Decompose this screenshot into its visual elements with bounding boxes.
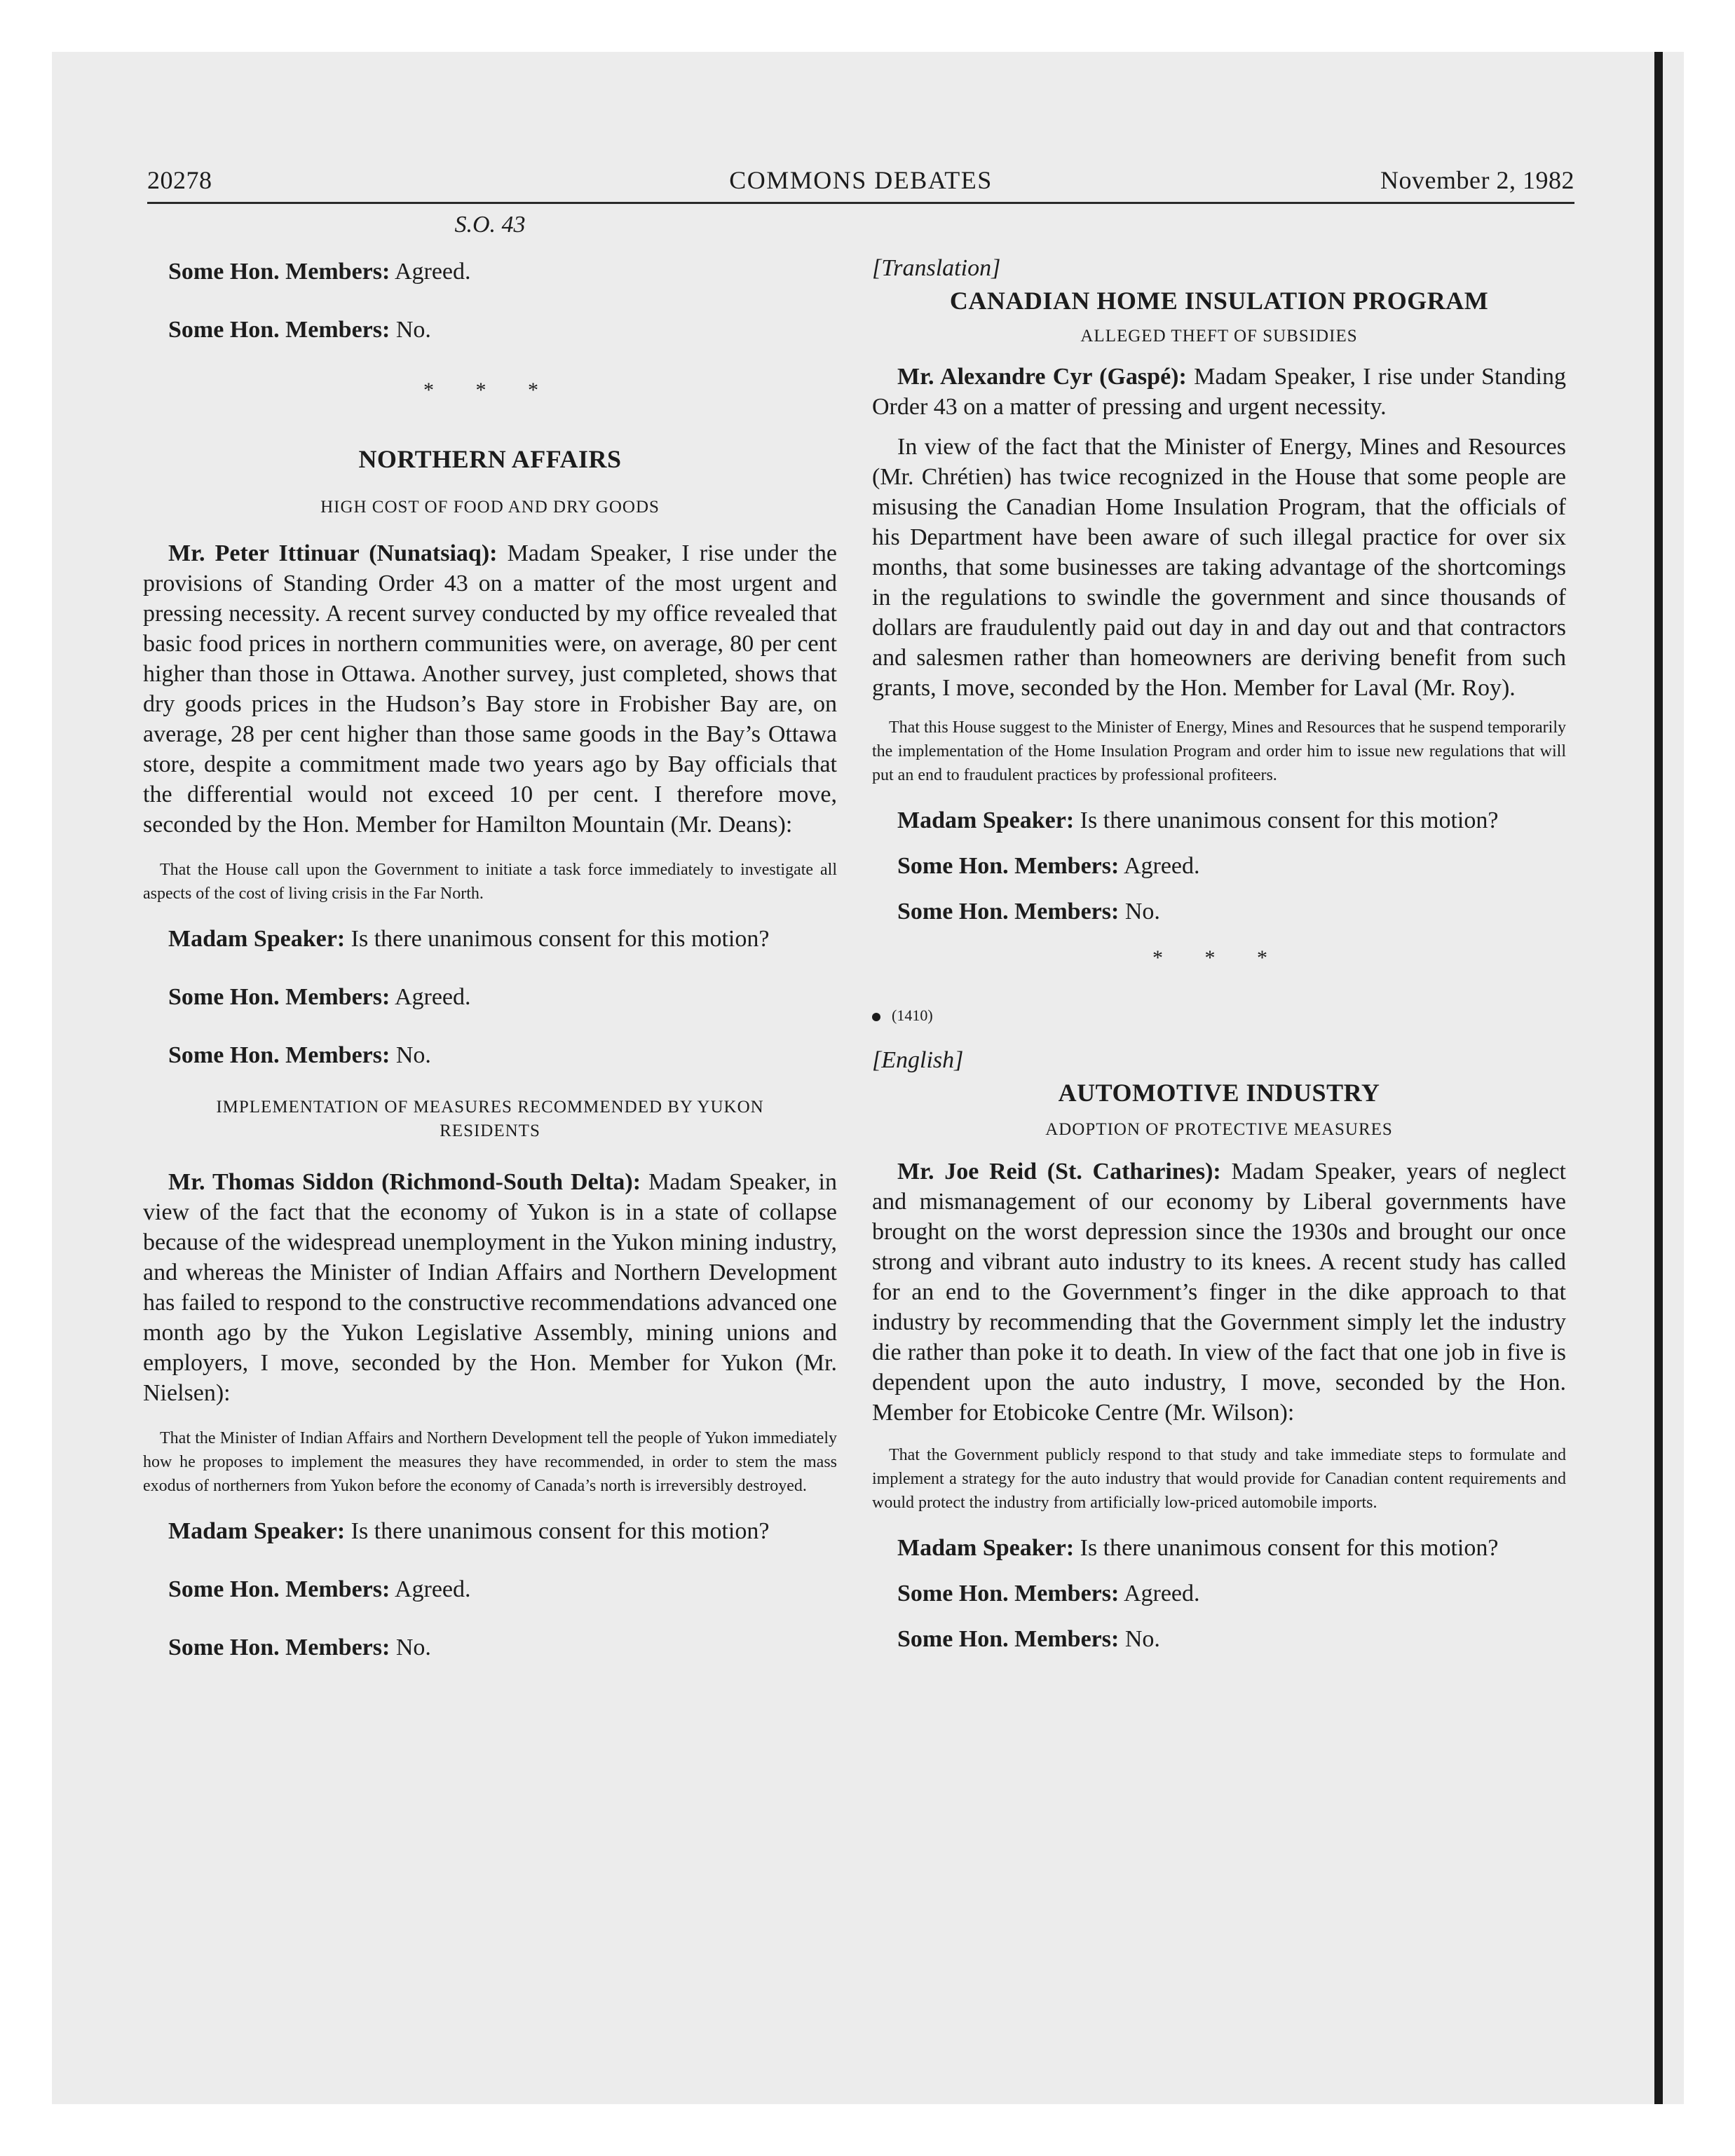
speaker-name: Some Hon. Members:: [897, 853, 1120, 879]
bullet-icon: [872, 1013, 880, 1021]
speech-text: Is there unanimous consent for this motion?: [345, 926, 770, 952]
speech-text: No.: [390, 317, 431, 343]
speech-text: Agreed.: [390, 1576, 471, 1602]
exchange-line: [872, 851, 1566, 881]
speech-text: No.: [390, 1042, 431, 1068]
speaker-name: Mr. Alexandre Cyr (Gaspé):: [897, 364, 1187, 390]
speech-text: No.: [390, 1635, 431, 1660]
exchange-line: [143, 257, 837, 287]
topic-title: AUTOMOTIVE INDUSTRY: [1058, 1079, 1380, 1107]
speaker-name: Madam Speaker:: [897, 807, 1075, 833]
speech-paragraph: [143, 1516, 837, 1546]
speaker-name: Some Hon. Members:: [897, 899, 1120, 925]
topic-subtitle: IMPLEMENTATION OF MEASURES RECOMMENDED BY YUKON RESIDENTS: [216, 1098, 764, 1140]
left-column: [143, 210, 837, 1663]
speaker-name: Madam Speaker:: [168, 1518, 346, 1544]
time-marker-text: (1410): [892, 1007, 933, 1024]
speaker-name: Mr. Joe Reid (St. Catharines):: [897, 1159, 1221, 1185]
topic-subtitle: HIGH COST OF FOOD AND DRY GOODS: [320, 498, 660, 517]
speaker-name: Some Hon. Members:: [168, 259, 390, 285]
exchange-line: [872, 1624, 1566, 1654]
speaker-name: Some Hon. Members:: [897, 1581, 1120, 1606]
speech-text: Agreed.: [1119, 1581, 1200, 1606]
speech-text: Is there unanimous consent for this motion?: [1074, 1535, 1499, 1561]
speaker-name: Some Hon. Members:: [168, 984, 390, 1010]
speech-paragraph: In view of the fact that the Minister of Energy, Mines and Resources (Mr. Chrétien) has twice recognized in the House that some people are misusing the Canadian Home Insulation Program, that the officials of his Department have been aware of such illegal practice for over six months, that some businesses are taking advantage of the shortcomings in the regulations to swindle the government and since thousands of dollars are fraudulently paid out day in and day out and that contractors and salesmen rather than homeowners are deriving benefit from such grants, I move, seconded by the Hon. Member for Laval (Mr. Roy).: [872, 434, 1566, 701]
speech-text: Agreed.: [1119, 853, 1200, 879]
speaker-name: Some Hon. Members:: [168, 317, 390, 343]
speech-paragraph: [872, 1533, 1566, 1563]
publication-date: November 2, 1982: [1380, 166, 1574, 194]
page-number: 20278: [147, 166, 212, 194]
speaker-name: Some Hon. Members:: [168, 1042, 390, 1068]
exchange-line: [143, 315, 837, 345]
speaker-name: Some Hon. Members:: [168, 1635, 390, 1660]
speech-paragraph: [872, 362, 1566, 422]
topic-subtitle: ADOPTION OF PROTECTIVE MEASURES: [1045, 1120, 1393, 1139]
topic-subtitle: ALLEGED THEFT OF SUBSIDIES: [1080, 327, 1358, 346]
speech-text: Agreed.: [390, 984, 471, 1010]
right-column: [872, 210, 1566, 1654]
publication-title: COMMONS DEBATES: [729, 166, 993, 194]
speaker-name: Mr. Peter Ittinuar (Nunatsiaq):: [168, 540, 498, 566]
speech-text: Is there unanimous consent for this motion?: [1074, 807, 1499, 833]
motion-text: That the House call upon the Government to initiate a task force immediately to investigate all aspects of the cost of living crisis in the Far North.: [143, 861, 837, 903]
speaker-name: Mr. Thomas Siddon (Richmond-South Delta):: [168, 1169, 641, 1195]
page-header: [147, 165, 1574, 204]
motion-text: That the Government publicly respond to that study and take immediate steps to formulate and implement a strategy for the auto industry that would provide for Canadian content requirements and would protect the industry from artificially low-priced automobile imports.: [872, 1446, 1566, 1512]
speech-text: Madam Speaker, in view of the fact that the economy of Yukon is in a state of collapse because of the widespread unemployment in the Yukon mining industry, and whereas the Minister of Indian Affairs and Northern Development has failed to respond to the constructive recommendations advanced one month ago by the Yukon Legislative Assembly, mining unions and employers, I move, seconded by the Hon. Member for Yukon (Mr. Nielsen):: [143, 1169, 838, 1406]
section-separator: * * *: [423, 378, 557, 402]
exchange-line: [143, 982, 837, 1012]
page-edge-shadow: [1654, 52, 1663, 2104]
motion-text: That the Minister of Indian Affairs and Northern Development tell the people of Yukon immediately how he proposes to implement the measures they have recommended, in order to stem the mass exodus of northerners from Yukon before the economy of Canada’s north is irreversibly destroyed.: [143, 1429, 837, 1495]
speaker-name: Some Hon. Members:: [897, 1626, 1120, 1652]
topic-title: CANADIAN HOME INSULATION PROGRAM: [949, 287, 1489, 315]
topic-title: NORTHERN AFFAIRS: [358, 445, 622, 473]
time-marker: [872, 1007, 1566, 1025]
speech-paragraph: [143, 1167, 837, 1408]
speech-text: Madam Speaker, years of neglect and mismanagement of our economy by Liberal governments have brought on the worst depression since the 1930s and brought our once strong and vibrant auto industry to its knees. A recent study has called for an end to the Government’s finger in the dike approach to that industry by recommending that the Government simply let the industry die rather than poke it to death. In view of the fact that one job in five is dependent upon the auto industry, I move, seconded by the Hon. Member for Etobicoke Centre (Mr. Wilson):: [872, 1159, 1566, 1426]
speech-paragraph: [872, 1157, 1566, 1428]
speech-text: Madam Speaker, I rise under Standing Order 43 on a matter of pressing and urgent necessity.: [872, 364, 1566, 420]
language-label: [English]: [872, 1047, 964, 1073]
speech-paragraph: [872, 805, 1566, 835]
speech-text: Madam Speaker, I rise under the provisions of Standing Order 43 on a matter of the most urgent and pressing necessity. A recent survey conducted by my office revealed that basic food prices in northern communities were, on average, 80 per cent higher than those in Ottawa. Another survey, just completed, shows that dry goods prices in the Hudson’s Bay store in Frobisher Bay are, on average, 28 per cent higher than those same goods in the Bay’s Ottawa store, despite a commitment made two years ago by Bay officials that the differential would not exceed 10 per cent. I therefore move, seconded by the Hon. Member for Hamilton Mountain (Mr. Deans):: [143, 540, 837, 838]
section-separator: * * *: [1152, 946, 1286, 969]
speech-text: Is there unanimous consent for this motion?: [345, 1518, 770, 1544]
language-label: [Translation]: [872, 255, 1001, 281]
speaker-name: Some Hon. Members:: [168, 1576, 390, 1602]
exchange-line: [143, 1632, 837, 1663]
motion-text: That this House suggest to the Minister of Energy, Mines and Resources that he suspend temporarily the implementation of the Home Insulation Program and order him to issue new regulations that will put an end to fraudulent practices by professional profiteers.: [872, 718, 1566, 784]
speaker-name: Madam Speaker:: [897, 1535, 1075, 1561]
standing-order-heading: S.O. 43: [454, 212, 526, 238]
speech-paragraph: [143, 924, 837, 954]
exchange-line: [872, 896, 1566, 927]
exchange-line: [872, 1578, 1566, 1609]
speech-text: No.: [1119, 1626, 1160, 1652]
speech-text: Agreed.: [390, 259, 471, 285]
speaker-name: Madam Speaker:: [168, 926, 346, 952]
speech-text: No.: [1119, 899, 1160, 925]
exchange-line: [143, 1040, 837, 1070]
exchange-line: [143, 1574, 837, 1604]
speech-paragraph: [143, 538, 837, 840]
